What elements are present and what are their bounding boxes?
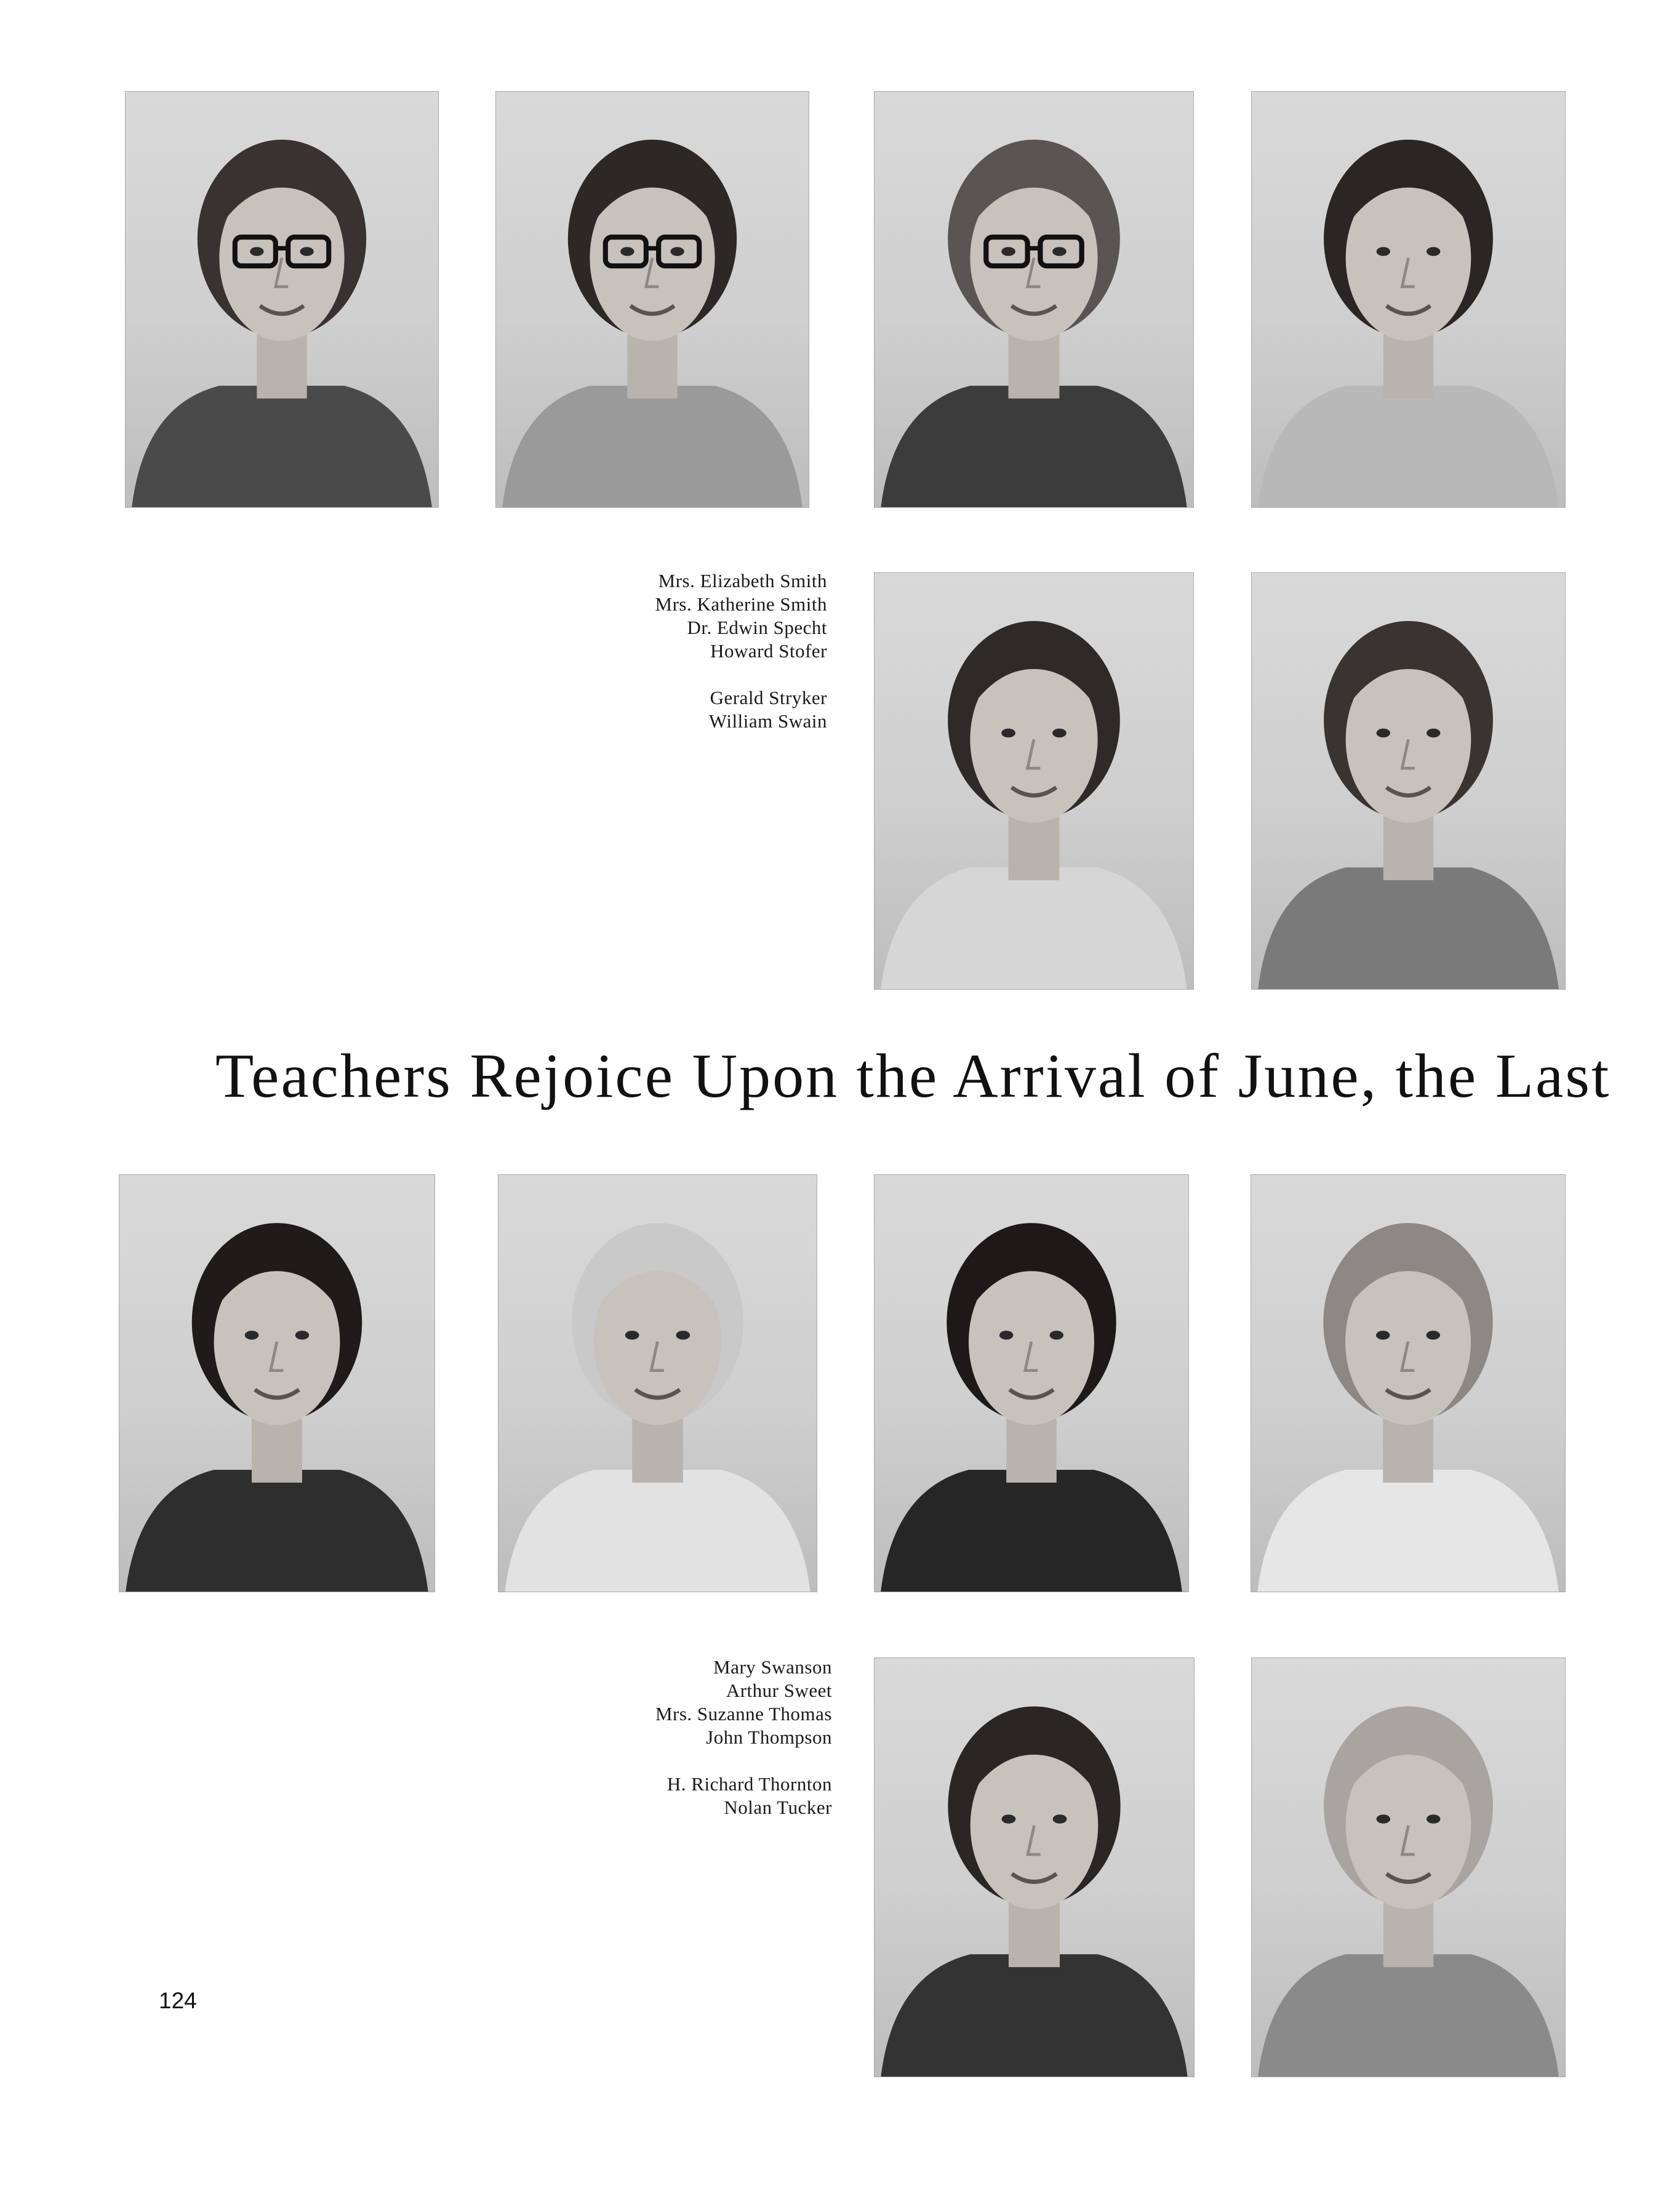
portrait-silhouette [496,92,809,507]
page-number: 124 [159,1988,197,2013]
portrait-eye [250,247,263,256]
portrait-eye [670,247,684,256]
portrait-silhouette [126,92,438,507]
portrait-eye [295,1331,310,1340]
portrait-clothing [502,386,802,507]
portrait-eye [1427,729,1440,738]
caption-name: Mrs. Katherine Smith [655,593,827,615]
portrait-eye [1001,729,1015,738]
caption-name: Nolan Tucker [724,1797,832,1818]
portrait-neck [1383,335,1433,399]
portrait-12 [1251,1657,1566,2077]
portrait-neck [632,1419,683,1483]
portrait-1 [125,91,439,508]
portrait-eye [1002,1814,1016,1824]
caption-name: Gerald Stryker [710,687,827,708]
portrait-clothing [1258,1954,1559,2077]
portrait-eye [1050,1331,1063,1340]
portrait-silhouette [875,1175,1188,1592]
portrait-2 [495,91,809,508]
portrait-eye [1377,1814,1390,1824]
portrait-eye [676,1331,690,1340]
portrait-neck [1383,1903,1433,1968]
portrait-clothing [881,1470,1182,1592]
portrait-silhouette [875,92,1193,507]
page-headline: Teachers Rejoice Upon the Arrival of June, the Last [215,1041,1611,1111]
portrait-clothing [132,386,432,507]
portrait-neck [252,1419,302,1483]
caption-name: Dr. Edwin Specht [687,617,827,638]
portrait-3 [874,91,1194,508]
portrait-7 [119,1174,435,1592]
portrait-silhouette [875,573,1193,989]
caption-name: Mrs. Suzanne Thomas [655,1703,832,1725]
portrait-clothing [126,1470,428,1592]
portrait-eye [300,247,313,256]
portrait-eye [1001,247,1015,256]
portrait-neck [1009,1903,1060,1968]
portrait-eye [1427,1814,1440,1824]
portrait-clothing [1258,867,1559,989]
caption-name: Howard Stofer [710,640,827,662]
portrait-neck [1006,1419,1057,1483]
portrait-eye [1376,1331,1390,1340]
portrait-neck [1009,816,1060,880]
caption-name: Mary Swanson [713,1656,832,1678]
portrait-neck [1009,335,1060,399]
portrait-10 [1251,1174,1566,1592]
caption-name: William Swain [708,710,827,732]
portrait-eye [999,1331,1013,1340]
portrait-clothing [1258,386,1559,507]
portrait-silhouette [1251,1175,1565,1592]
caption-top [655,569,828,733]
portrait-4 [1251,91,1566,508]
portrait-neck [627,335,677,399]
portrait-silhouette [1252,92,1565,507]
portrait-clothing [881,386,1187,507]
portrait-eye [1427,1331,1440,1340]
portrait-silhouette [875,1658,1194,2077]
portrait-clothing [505,1470,810,1592]
portrait-eye [1052,247,1067,256]
portrait-silhouette [1252,573,1565,989]
portrait-clothing [1257,1470,1559,1592]
caption-name: Arthur Sweet [726,1680,832,1701]
portrait-eye [1053,1814,1067,1824]
portrait-silhouette [498,1175,817,1592]
portrait-silhouette [1252,1658,1565,2077]
portrait-9 [874,1174,1189,1592]
portrait-eye [625,1331,639,1340]
portrait-eye [620,247,634,256]
portrait-neck [257,335,306,399]
portrait-silhouette [119,1175,434,1592]
caption-name: Mrs. Elizabeth Smith [658,570,827,591]
portrait-neck [1383,1419,1433,1483]
portrait-neck [1383,816,1433,880]
caption-name: John Thompson [706,1726,832,1748]
portrait-eye [1377,729,1390,738]
portrait-eye [1377,247,1390,256]
caption-bottom [655,1656,832,1819]
portrait-8 [498,1174,817,1592]
portrait-eye [1427,247,1440,256]
caption-name: H. Richard Thornton [666,1773,832,1795]
portrait-clothing [881,1954,1187,2077]
portrait-clothing [881,867,1187,989]
portrait-11 [874,1657,1195,2077]
portrait-eye [245,1331,259,1340]
portrait-5 [874,572,1194,990]
portrait-6 [1251,572,1566,990]
portrait-eye [1052,729,1067,738]
